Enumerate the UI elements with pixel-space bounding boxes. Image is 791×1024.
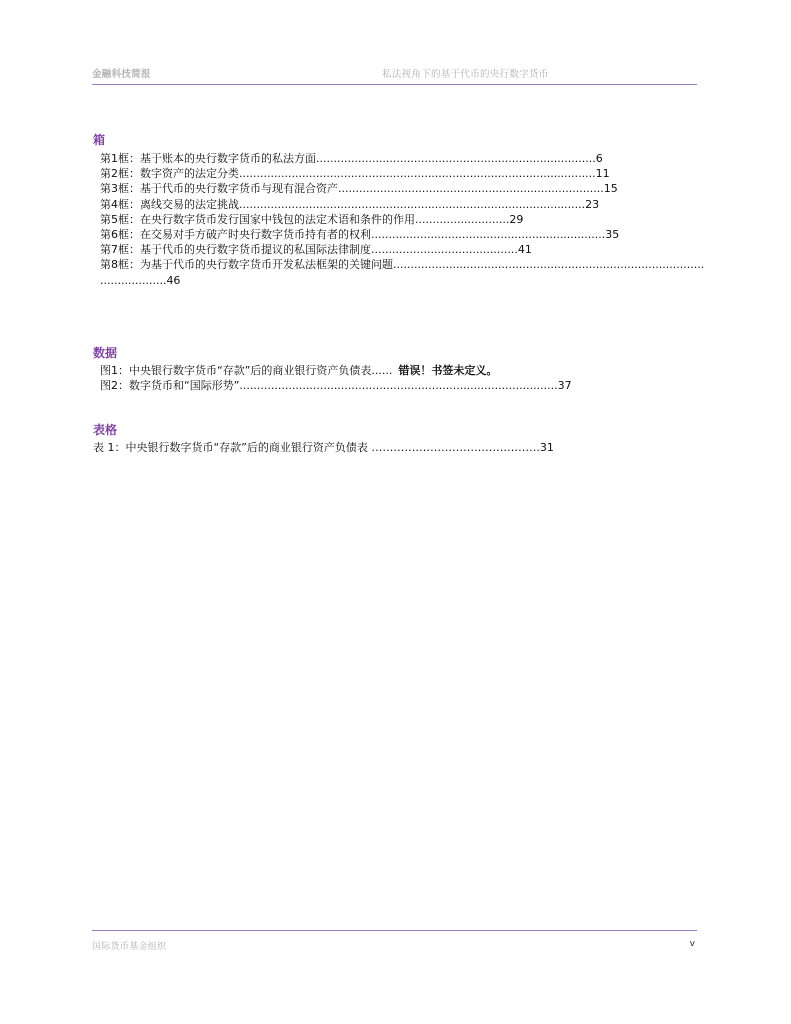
toc-entry-figure-1[interactable]: 图1：中央银行数字货币“存款”后的商业银行资产负债表...... 错误！书签未定义。	[100, 364, 498, 377]
toc-entry-box-1[interactable]: 第1框：基于账本的央行数字货币的私法方面................................................................................6	[100, 152, 603, 165]
boxes-section-title: 箱	[93, 133, 106, 147]
footer-page-number: v	[689, 939, 695, 949]
page-header	[92, 66, 697, 85]
toc-entry-box-3[interactable]: 第3框：基于代币的央行数字货币与现有混合资产............................................................................15	[100, 182, 618, 196]
figures-section-title: 数据	[93, 346, 118, 360]
toc-entry-figure-2[interactable]: 图2：数字货币和“国际形势”...........................................................................................37	[100, 379, 572, 393]
figures-toc-list	[100, 363, 697, 393]
toc-entry-box-8-continuation[interactable]: ...................46	[100, 273, 181, 287]
boxes-toc-list	[100, 151, 705, 288]
tables-toc-list	[93, 440, 690, 455]
toc-entry-table-1[interactable]: 表 1：中央银行数字货币“存款”后的商业银行资产负债表 ……………………………………….31	[93, 441, 554, 454]
toc-entry-box-4[interactable]: 第4框：离线交易的法定挑战...................................................................................................23	[100, 197, 600, 211]
header-publication-title: 金融科技简报	[92, 69, 151, 80]
header-document-title: 私法视角下的基于代币的央行数字货币	[382, 69, 549, 80]
bookmark-error-text: 错误！书签未定义。	[398, 364, 498, 377]
page-footer	[92, 930, 697, 952]
toc-entry-box-5[interactable]: 第5框：在央行数字货币发行国家中钱包的法定术语和条件的作用...........................29	[100, 212, 524, 226]
footer-organization: 国际货币基金组织	[92, 942, 167, 952]
toc-entry-box-8[interactable]: 第8框：为基于代币的央行数字货币开发私法框架的关键问题.........................................................................................	[100, 258, 705, 272]
toc-entry-box-2[interactable]: 第2框：数字资产的法定分类......................................................................................................11	[100, 167, 610, 181]
toc-entry-box-7[interactable]: 第7框：基于代币的央行数字货币提议的私国际法律制度..........................................41	[100, 243, 532, 257]
toc-entry-box-6[interactable]: 第6框：在交易对手方破产时央行数字货币持有者的权利...................................................................35	[100, 228, 620, 242]
tables-section-title: 表格	[93, 423, 118, 437]
